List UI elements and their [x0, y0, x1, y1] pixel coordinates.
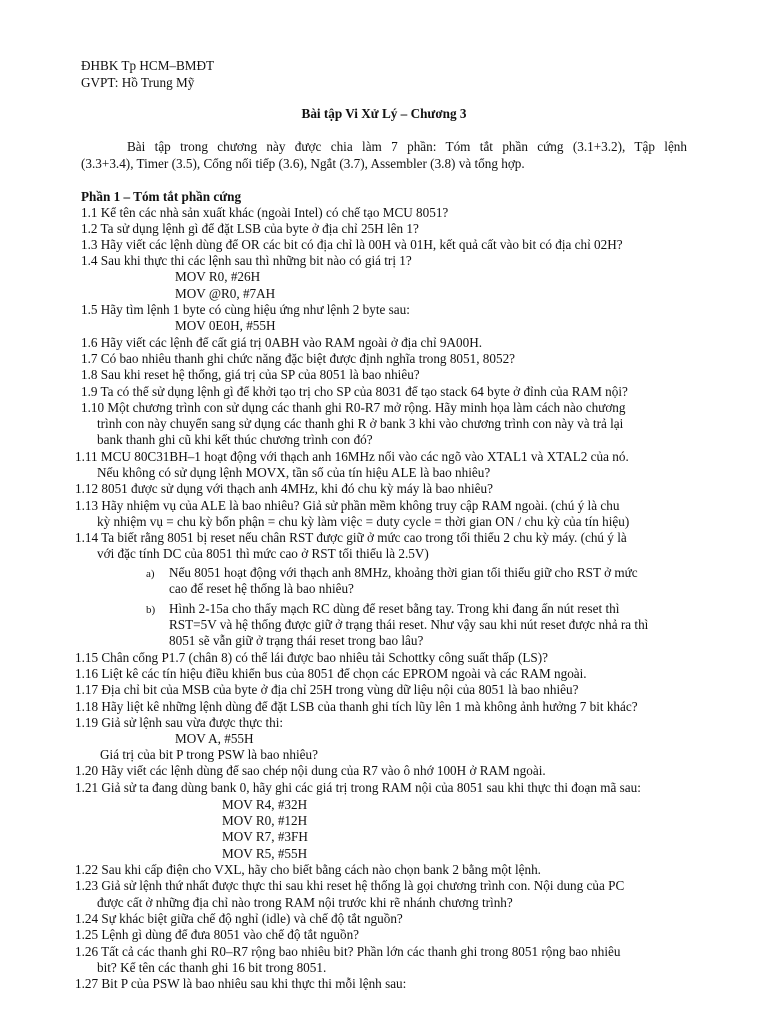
- question-line: 1.24 Sự khác biệt giữa chế độ nghỉ (idle) và chế độ tắt nguồn?: [75, 911, 403, 926]
- header-school: ĐHBK Tp HCM–BMĐT: [81, 58, 215, 73]
- question-line: 1.20 Hãy viết các lệnh dùng để sao chép nội dung của R7 vào ô nhớ 100H ở RAM ngoài.: [75, 763, 546, 778]
- question-line-cont: với đặc tính DC của 8051 thì mức cao ở RST tối thiểu là 2.5V): [97, 546, 429, 561]
- question-line: 1.14 Ta biết rằng 8051 bị reset nếu chân RST được giữ ở mức cao trong tối thiểu 2 chu kỳ máy. (chú ý là: [75, 530, 627, 545]
- code-line: MOV R0, #26H: [175, 269, 261, 284]
- code-line: MOV A, #55H: [175, 731, 254, 746]
- question-line: 1.23 Giả sử lệnh thứ nhất được thực thi sau khi reset hệ thống là gọi chương trình con. Nội dung của PC: [75, 878, 625, 893]
- sub-item-line: Nếu 8051 hoạt động với thạch anh 8MHz, khoảng thời gian tối thiểu giữ cho RST ở mức: [169, 565, 638, 580]
- question-line: 1.3 Hãy viết các lệnh dùng để OR các bit có địa chỉ là 00H và 01H, kết quả cất vào bit có địa chỉ 02H?: [81, 237, 623, 252]
- code-line: MOV R4, #32H: [222, 797, 308, 812]
- question-line: 1.15 Chân cổng P1.7 (chân 8) có thể lái được bao nhiêu tải Schottky công suất thấp (LS)?: [75, 650, 549, 665]
- question-line: 1.26 Tất cả các thanh ghi R0–R7 rộng bao nhiêu bit? Phần lớn các thanh ghi trong 8051 rộng bao nhiêu: [75, 944, 621, 959]
- question-line-cont: kỳ nhiệm vụ = chu kỳ bổn phận = chu kỳ làm việc = duty cycle = thời gian ON / chu kỳ của tín hiệu): [97, 514, 630, 529]
- question-line-cont: bit? Kể tên các thanh ghi 16 bit trong 8051.: [97, 960, 327, 975]
- question-line: 1.6 Hãy viết các lệnh để cất giá trị 0ABH vào RAM ngoài ở địa chỉ 9A00H.: [81, 335, 483, 350]
- sub-item-marker: b): [146, 604, 156, 616]
- question-line-cont: bank thanh ghi cũ khi kết thúc chương trình con đó?: [97, 432, 373, 447]
- sub-item-line: cao để reset hệ thống là bao nhiêu?: [169, 581, 354, 596]
- code-line: MOV R5, #55H: [222, 846, 308, 861]
- question-line-cont: trình con này chuyển sang sử dụng các thanh ghi R ở bank 3 khi vào chương trình con này và trả lại: [97, 416, 624, 431]
- question-line: 1.27 Bit P của PSW là bao nhiêu sau khi thực thi mỗi lệnh sau:: [75, 976, 407, 991]
- intro-line-1: Bài tập trong chương này được chia làm 7 phần: Tóm tắt phần cứng (3.1+3.2), Tập lệnh: [127, 139, 687, 154]
- question-line: 1.4 Sau khi thực thi các lệnh sau thì những bit nào có giá trị 1?: [81, 253, 412, 268]
- code-line: MOV R7, #3FH: [222, 829, 308, 844]
- question-line: 1.19 Giả sử lệnh sau vừa được thực thi:: [75, 715, 284, 730]
- sub-item-line: Hình 2-15a cho thấy mạch RC dùng để reset bằng tay. Trong khi đang ấn nút reset thì: [169, 601, 620, 616]
- document-title: Bài tập Vi Xử Lý – Chương 3: [301, 106, 467, 121]
- question-line: 1.5 Hãy tìm lệnh 1 byte có cùng hiệu ứng như lệnh 2 byte sau:: [81, 302, 410, 317]
- question-line: 1.25 Lệnh gì dùng để đưa 8051 vào chế độ tắt nguồn?: [75, 927, 360, 942]
- question-line: 1.9 Ta có thể sử dụng lệnh gì để khởi tạo trị cho SP của 8031 để tạo stack 64 byte ở đỉnh của RAM nội?: [81, 384, 628, 399]
- question-line: 1.12 8051 được sử dụng với thạch anh 4MHz, khi đó chu kỳ máy là bao nhiêu?: [75, 481, 493, 496]
- intro-line-2: (3.3+3.4), Timer (3.5), Cổng nối tiếp (3.6), Ngắt (3.7), Assembler (3.8) và tổng hợp.: [81, 156, 525, 171]
- question-line: 1.2 Ta sử dụng lệnh gì để đặt LSB của byte ở địa chỉ 25H lên 1?: [81, 221, 419, 236]
- question-line: 1.17 Địa chỉ bit của MSB của byte ở địa chỉ 25H trong vùng dữ liệu nội của 8051 là bao nhiêu?: [75, 682, 579, 697]
- question-line: 1.8 Sau khi reset hệ thống, giá trị của SP của 8051 là bao nhiêu?: [81, 367, 420, 382]
- question-line: 1.18 Hãy liệt kê những lệnh dùng để đặt LSB của thanh ghi tích lũy lên 1 mà không ảnh hưởng 7 bit khác?: [75, 699, 638, 714]
- question-line: 1.22 Sau khi cấp điện cho VXL, hãy cho biết bằng cách nào chọn bank 2 bằng một lệnh.: [75, 862, 541, 877]
- header-teacher: GVPT: Hồ Trung Mỹ: [81, 75, 195, 90]
- question-line: 1.1 Kể tên các nhà sản xuất khác (ngoài Intel) có chế tạo MCU 8051?: [81, 205, 449, 220]
- question-line: 1.7 Có bao nhiêu thanh ghi chức năng đặc biệt được định nghĩa trong 8051, 8052?: [81, 351, 516, 366]
- code-line: MOV @R0, #7AH: [175, 286, 276, 301]
- code-line: MOV 0E0H, #55H: [175, 318, 276, 333]
- question-line-cont: Giá trị của bit P trong PSW là bao nhiêu?: [100, 747, 318, 762]
- sub-item-line: 8051 sẽ vẫn giữ ở trạng thái reset trong bao lâu?: [169, 633, 424, 648]
- question-line: 1.21 Giả sử ta đang dùng bank 0, hãy ghi các giá trị trong RAM nội của 8051 sau khi thực thi đoạn mã sau:: [75, 780, 641, 795]
- question-line: 1.11 MCU 80C31BH–1 hoạt động với thạch anh 16MHz nối vào các ngõ vào XTAL1 và XTAL2 của nó.: [75, 449, 629, 464]
- sub-item-line: RST=5V và hệ thống được giữ ở trạng thái reset. Như vậy sau khi nút reset được nhả ra thì: [169, 617, 649, 632]
- question-line-cont: Nếu không có sử dụng lệnh MOVX, tần số của tín hiệu ALE là bao nhiêu?: [97, 465, 491, 480]
- question-line: 1.10 Một chương trình con sử dụng các thanh ghi R0-R7 mở rộng. Hãy minh họa làm cách nào chương: [81, 400, 626, 415]
- question-line-cont: được cất ở những địa chỉ nào trong RAM nội trước khi rẽ nhánh chương trình?: [97, 895, 513, 910]
- code-line: MOV R0, #12H: [222, 813, 308, 828]
- sub-item-marker: a): [146, 568, 155, 580]
- section-heading: Phần 1 – Tóm tắt phần cứng: [81, 189, 242, 204]
- question-line: 1.13 Hãy nhiệm vụ của ALE là bao nhiêu? Giả sử phần mềm không truy cập RAM ngoài. (chú ý là chu: [75, 498, 620, 513]
- question-line: 1.16 Liệt kê các tín hiệu điều khiển bus của 8051 để chọn các EPROM ngoài và các RAM ngoài.: [75, 666, 587, 681]
